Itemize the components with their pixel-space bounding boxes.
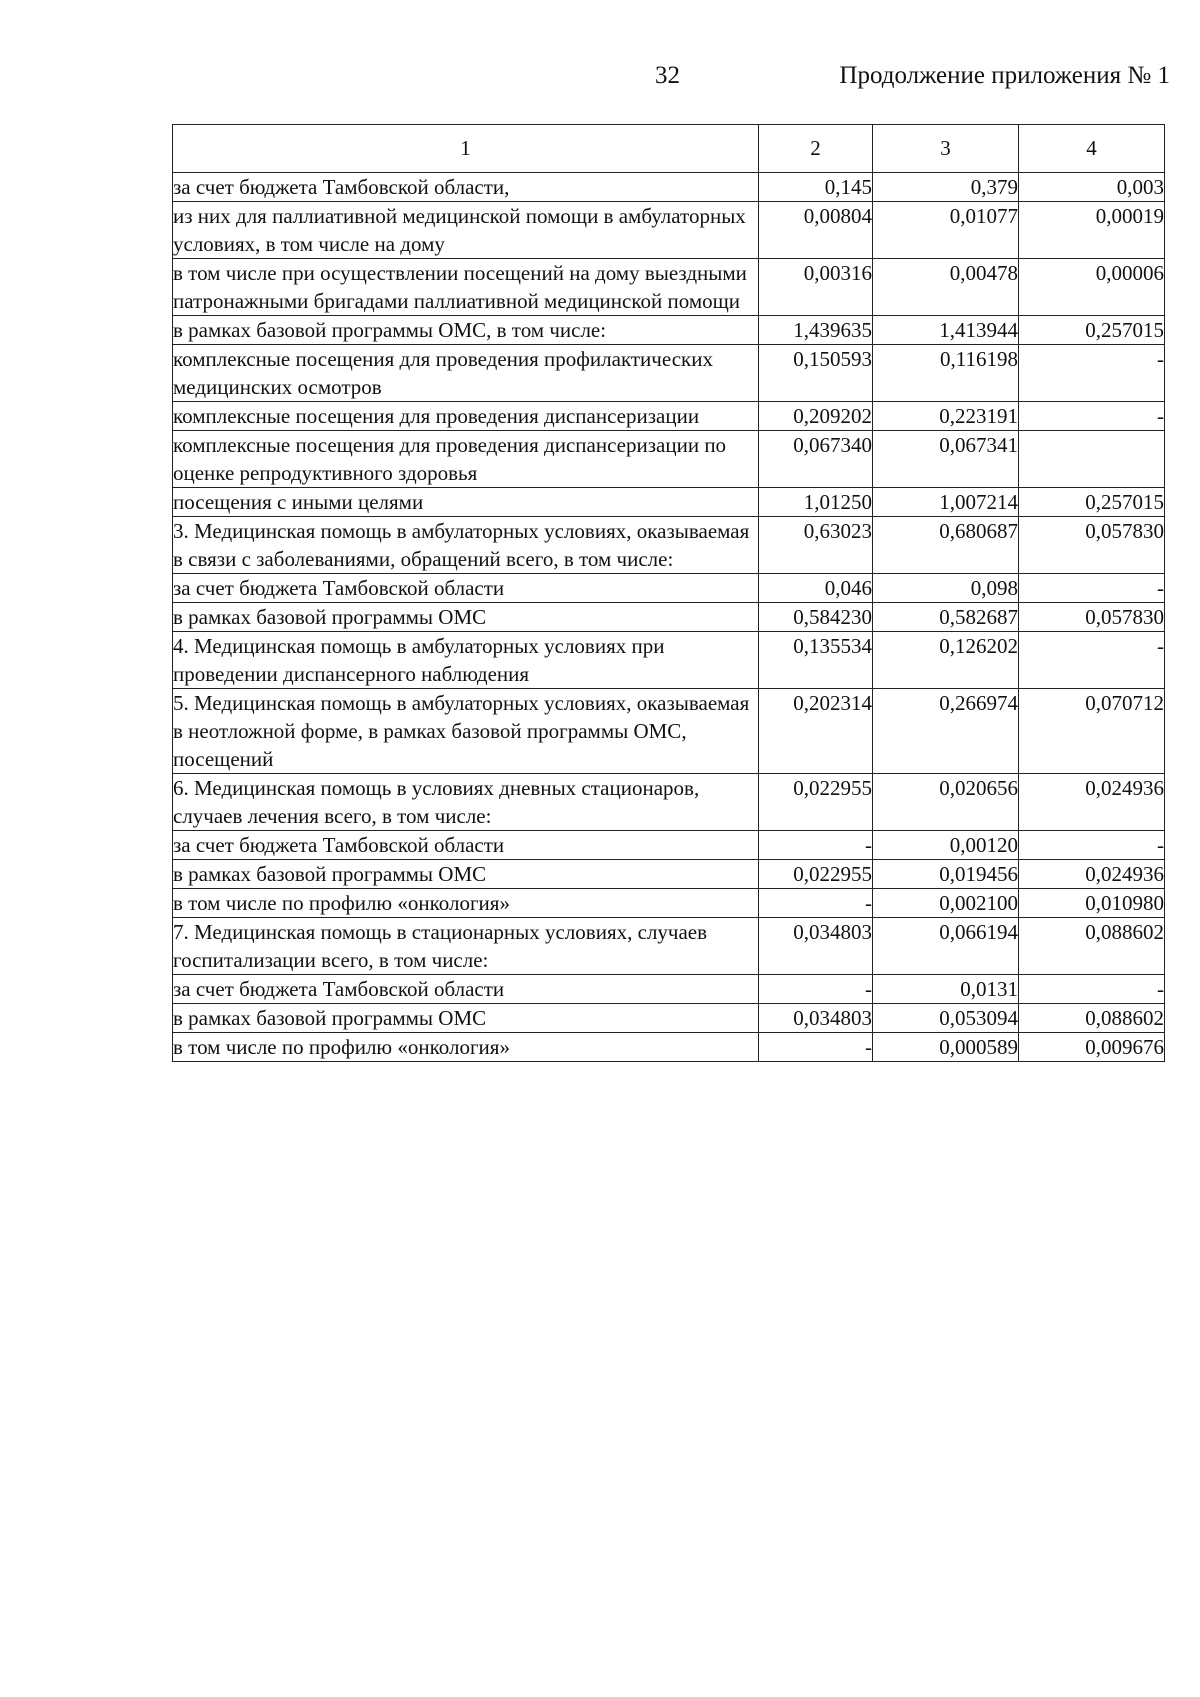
table-row bbox=[173, 345, 1165, 402]
row-label: в рамках базовой программы ОМС bbox=[173, 860, 759, 889]
value-col-3: 1,007214 bbox=[873, 488, 1019, 517]
value-col-4: 0,00019 bbox=[1019, 202, 1165, 259]
value-col-4: 0,257015 bbox=[1019, 316, 1165, 345]
value-col-4 bbox=[1019, 431, 1165, 488]
value-col-3: 0,266974 bbox=[873, 689, 1019, 774]
page-number: 32 bbox=[655, 62, 680, 89]
value-col-4: 0,070712 bbox=[1019, 689, 1165, 774]
table-body bbox=[173, 173, 1165, 1062]
value-col-3: 0,020656 bbox=[873, 774, 1019, 831]
table-row bbox=[173, 860, 1165, 889]
value-col-4: - bbox=[1019, 574, 1165, 603]
value-col-2: 0,63023 bbox=[759, 517, 873, 574]
table-row bbox=[173, 889, 1165, 918]
value-col-3: 0,01077 bbox=[873, 202, 1019, 259]
row-label: комплексные посещения для проведения диспансеризации bbox=[173, 402, 759, 431]
table-row bbox=[173, 774, 1165, 831]
row-label: в рамках базовой программы ОМС bbox=[173, 603, 759, 632]
data-table bbox=[172, 124, 1165, 1062]
value-col-3: 0,000589 bbox=[873, 1033, 1019, 1062]
table-row bbox=[173, 202, 1165, 259]
value-col-3: 0,223191 bbox=[873, 402, 1019, 431]
table-row bbox=[173, 173, 1165, 202]
row-label: 7. Медицинская помощь в стационарных условиях, случаев госпитализации всего, в том числе: bbox=[173, 918, 759, 975]
value-col-4: 0,009676 bbox=[1019, 1033, 1165, 1062]
value-col-3: 1,413944 bbox=[873, 316, 1019, 345]
column-header-1: 1 bbox=[173, 125, 759, 173]
column-header-4: 4 bbox=[1019, 125, 1165, 173]
row-label: в том числе по профилю «онкология» bbox=[173, 1033, 759, 1062]
value-col-2: 0,145 bbox=[759, 173, 873, 202]
column-header-3: 3 bbox=[873, 125, 1019, 173]
value-col-3: 0,098 bbox=[873, 574, 1019, 603]
row-label: 3. Медицинская помощь в амбулаторных условиях, оказываемая в связи с заболеваниями, обращений всего, в том числе: bbox=[173, 517, 759, 574]
value-col-4: 0,024936 bbox=[1019, 860, 1165, 889]
value-col-4: - bbox=[1019, 831, 1165, 860]
value-col-2: 0,022955 bbox=[759, 774, 873, 831]
table-row bbox=[173, 1033, 1165, 1062]
row-label: комплексные посещения для проведения диспансеризации по оценке репродуктивного здоровья bbox=[173, 431, 759, 488]
table-row bbox=[173, 975, 1165, 1004]
table-row bbox=[173, 402, 1165, 431]
row-label: за счет бюджета Тамбовской области bbox=[173, 831, 759, 860]
value-col-2: 0,135534 bbox=[759, 632, 873, 689]
value-col-3: 0,116198 bbox=[873, 345, 1019, 402]
row-label: в том числе при осуществлении посещений на дому выездными патронажными бригадами паллиативной медицинской помощи bbox=[173, 259, 759, 316]
value-col-3: 0,019456 bbox=[873, 860, 1019, 889]
value-col-3: 0,002100 bbox=[873, 889, 1019, 918]
table-row bbox=[173, 603, 1165, 632]
value-col-2: 0,022955 bbox=[759, 860, 873, 889]
value-col-4: 0,088602 bbox=[1019, 1004, 1165, 1033]
row-label: за счет бюджета Тамбовской области bbox=[173, 975, 759, 1004]
value-col-2: 1,01250 bbox=[759, 488, 873, 517]
value-col-3: 0,066194 bbox=[873, 918, 1019, 975]
value-col-2: 0,067340 bbox=[759, 431, 873, 488]
value-col-4: - bbox=[1019, 975, 1165, 1004]
value-col-2: - bbox=[759, 1033, 873, 1062]
value-col-3: 0,680687 bbox=[873, 517, 1019, 574]
table-row bbox=[173, 316, 1165, 345]
table-row bbox=[173, 1004, 1165, 1033]
table-row bbox=[173, 431, 1165, 488]
table-row bbox=[173, 488, 1165, 517]
table-header-row bbox=[173, 125, 1165, 173]
table-row bbox=[173, 259, 1165, 316]
value-col-2: 0,209202 bbox=[759, 402, 873, 431]
value-col-4: - bbox=[1019, 402, 1165, 431]
value-col-2: 0,046 bbox=[759, 574, 873, 603]
value-col-4: 0,057830 bbox=[1019, 603, 1165, 632]
value-col-4: 0,257015 bbox=[1019, 488, 1165, 517]
row-label: в рамках базовой программы ОМС bbox=[173, 1004, 759, 1033]
value-col-3: 0,379 bbox=[873, 173, 1019, 202]
value-col-2: - bbox=[759, 831, 873, 860]
value-col-3: 0,582687 bbox=[873, 603, 1019, 632]
row-label: комплексные посещения для проведения профилактических медицинских осмотров bbox=[173, 345, 759, 402]
value-col-2: 0,00316 bbox=[759, 259, 873, 316]
row-label: за счет бюджета Тамбовской области, bbox=[173, 173, 759, 202]
value-col-4: 0,010980 bbox=[1019, 889, 1165, 918]
table-row bbox=[173, 831, 1165, 860]
value-col-3: 0,00120 bbox=[873, 831, 1019, 860]
row-label: посещения с иными целями bbox=[173, 488, 759, 517]
value-col-4: 0,088602 bbox=[1019, 918, 1165, 975]
page-caption: Продолжение приложения № 1 bbox=[839, 62, 1170, 89]
page-header bbox=[0, 62, 1200, 102]
value-col-4: 0,024936 bbox=[1019, 774, 1165, 831]
table-row bbox=[173, 918, 1165, 975]
row-label: в том числе по профилю «онкология» bbox=[173, 889, 759, 918]
row-label: 6. Медицинская помощь в условиях дневных стационаров, случаев лечения всего, в том числе: bbox=[173, 774, 759, 831]
column-header-2: 2 bbox=[759, 125, 873, 173]
value-col-3: 0,067341 bbox=[873, 431, 1019, 488]
row-label: 5. Медицинская помощь в амбулаторных условиях, оказываемая в неотложной форме, в рамках базовой программы ОМС, посещений bbox=[173, 689, 759, 774]
value-col-4: - bbox=[1019, 345, 1165, 402]
value-col-4: 0,003 bbox=[1019, 173, 1165, 202]
value-col-4: 0,00006 bbox=[1019, 259, 1165, 316]
value-col-2: - bbox=[759, 975, 873, 1004]
value-col-3: 0,053094 bbox=[873, 1004, 1019, 1033]
value-col-2: 0,202314 bbox=[759, 689, 873, 774]
row-label: за счет бюджета Тамбовской области bbox=[173, 574, 759, 603]
value-col-2: - bbox=[759, 889, 873, 918]
row-label: 4. Медицинская помощь в амбулаторных условиях при проведении диспансерного наблюдения bbox=[173, 632, 759, 689]
value-col-2: 1,439635 bbox=[759, 316, 873, 345]
table-row bbox=[173, 689, 1165, 774]
value-col-3: 0,0131 bbox=[873, 975, 1019, 1004]
value-col-3: 0,00478 bbox=[873, 259, 1019, 316]
value-col-4: 0,057830 bbox=[1019, 517, 1165, 574]
row-label: в рамках базовой программы ОМС, в том числе: bbox=[173, 316, 759, 345]
value-col-2: 0,00804 bbox=[759, 202, 873, 259]
value-col-3: 0,126202 bbox=[873, 632, 1019, 689]
table-row bbox=[173, 632, 1165, 689]
value-col-2: 0,150593 bbox=[759, 345, 873, 402]
value-col-4: - bbox=[1019, 632, 1165, 689]
table-row bbox=[173, 574, 1165, 603]
value-col-2: 0,034803 bbox=[759, 918, 873, 975]
table-row bbox=[173, 517, 1165, 574]
value-col-2: 0,584230 bbox=[759, 603, 873, 632]
row-label: из них для паллиативной медицинской помощи в амбулаторных условиях, в том числе на дому bbox=[173, 202, 759, 259]
value-col-2: 0,034803 bbox=[759, 1004, 873, 1033]
